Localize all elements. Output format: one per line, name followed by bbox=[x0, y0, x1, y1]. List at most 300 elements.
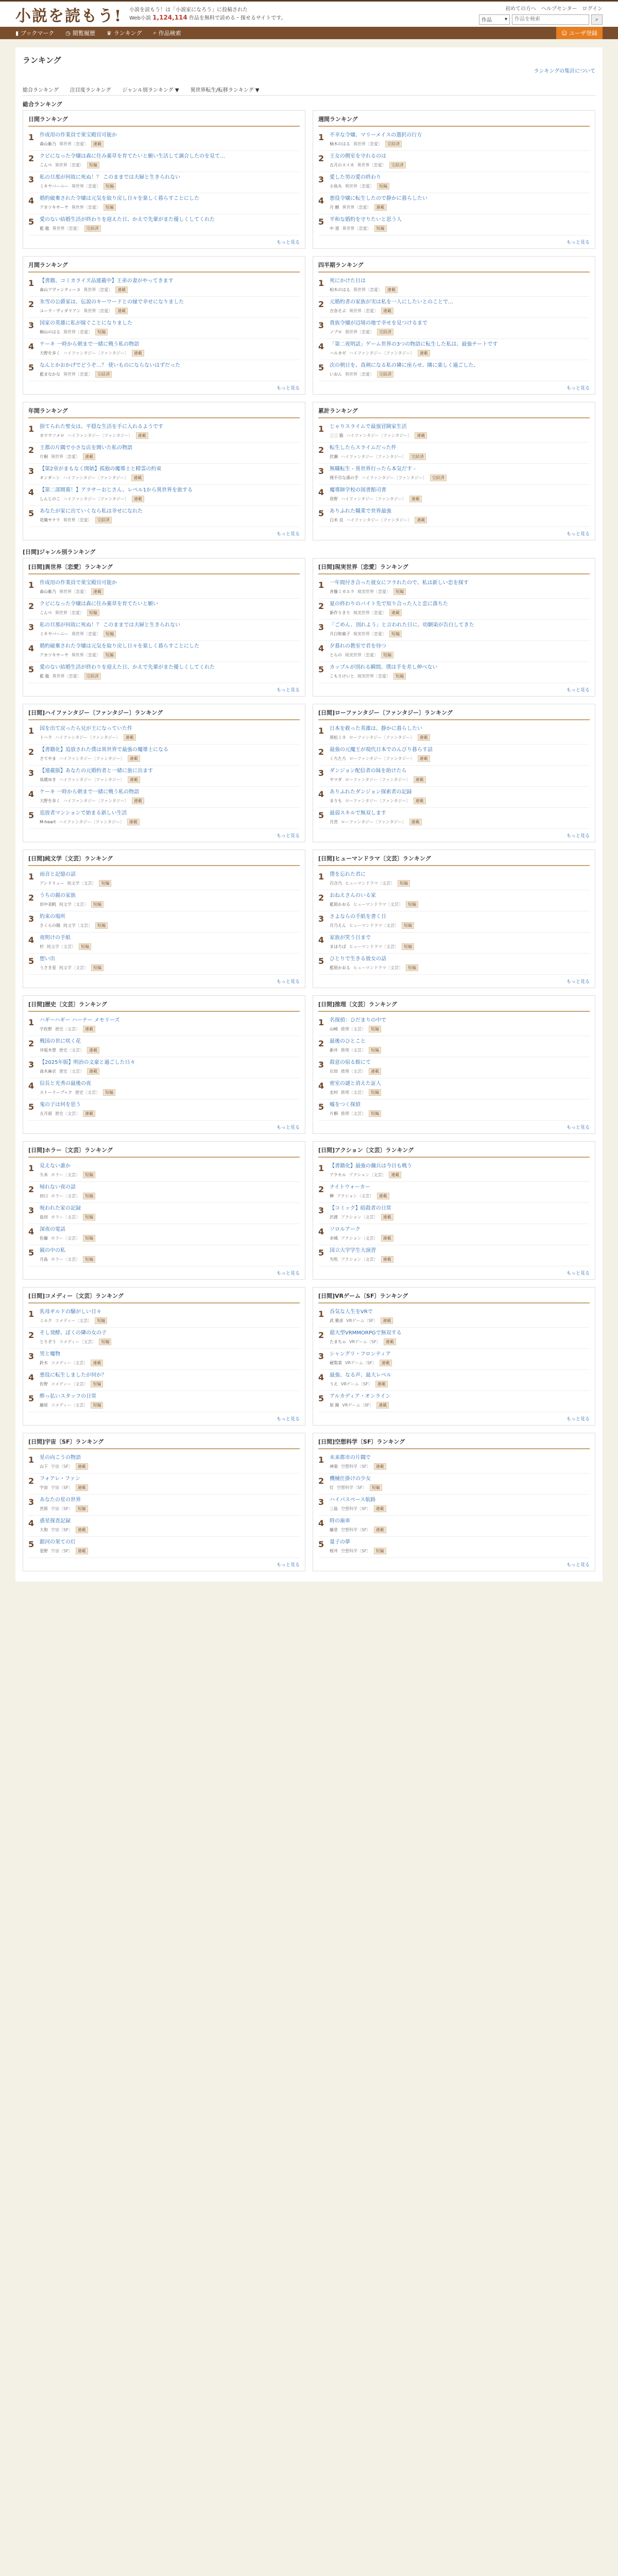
entry-body bbox=[40, 1080, 300, 1096]
novel-title-link[interactable]: 不幸な令嬢、マリーメイスの選択の行方 bbox=[330, 132, 422, 138]
novel-title-link[interactable]: 見えない誰か bbox=[40, 1163, 71, 1169]
author-link[interactable]: 三三 猫 bbox=[330, 433, 344, 438]
search-icon[interactable]: ⌕ bbox=[591, 14, 603, 25]
novel-title-link[interactable]: 超大型VRMMORPGで無双する bbox=[330, 1330, 402, 1336]
author-link[interactable]: 新井 bbox=[330, 1048, 338, 1053]
novel-title-link[interactable]: 国家の英雄に私が嫁ぐことになりました bbox=[40, 320, 132, 326]
author-link[interactable]: 神楽 bbox=[330, 1464, 338, 1469]
rank-number: 3 bbox=[318, 320, 324, 330]
novel-title-link[interactable]: 無職転生 - 異世界行ったら本気だす - bbox=[330, 466, 416, 472]
novel-title-link[interactable]: うちの親の家族 bbox=[40, 893, 76, 899]
more-link[interactable]: もっと見る bbox=[276, 688, 300, 693]
novel-title-link[interactable]: 戦国の世に咲く花 bbox=[40, 1039, 81, 1044]
novel-title-link[interactable]: クビになった令嬢は森に住み薬草を育てたいと願い生活して調合したのを見て… bbox=[40, 154, 225, 159]
entry-body bbox=[330, 1247, 590, 1263]
more-link[interactable]: もっと見る bbox=[276, 532, 300, 537]
novel-title-link[interactable]: 愛のない結婚生活が終わりを迎えた日、かえで先輩がまた優しくしてくれた bbox=[40, 665, 215, 670]
author-link[interactable]: 森山アヴァンティーヌ bbox=[40, 287, 81, 292]
rank-number: 5 bbox=[28, 665, 35, 674]
author-link[interactable]: くろたろ bbox=[330, 756, 346, 761]
rank-number: 5 bbox=[318, 1248, 324, 1258]
entry-body bbox=[330, 1059, 590, 1075]
author-link[interactable]: 鈴木 bbox=[40, 1361, 48, 1365]
search-input[interactable] bbox=[512, 14, 589, 25]
author-link[interactable]: 矢吹 bbox=[330, 1257, 338, 1262]
novel-title-link[interactable]: ナイトウォーカー bbox=[330, 1184, 370, 1190]
author-link[interactable]: 灯 bbox=[330, 1485, 334, 1490]
author-link[interactable]: 藤原 bbox=[40, 1403, 48, 1408]
author-link[interactable]: 高木麻衣 bbox=[40, 1069, 56, 1074]
more-link[interactable]: もっと見る bbox=[566, 240, 590, 245]
novel-title-link[interactable]: 貴族令嬢が辺境の地で幸せを見つけるまで bbox=[330, 320, 427, 326]
logo[interactable] bbox=[15, 3, 299, 26]
author-link[interactable]: まりも bbox=[330, 799, 342, 803]
entry-meta bbox=[330, 609, 590, 616]
author-link[interactable]: 片桐 bbox=[40, 454, 48, 459]
author-link[interactable]: アカツキサーヤ bbox=[40, 653, 68, 657]
author-link[interactable]: 鳥越ゆき bbox=[40, 777, 56, 782]
novel-title-link[interactable]: 【書籍化】追放された僕は異世界で最強の魔導士になる bbox=[40, 747, 168, 753]
rank-number: 5 bbox=[318, 363, 324, 372]
novel-title-link[interactable]: 【書籍、コミカライズ品連載中】王弟の妻がやってきます bbox=[40, 278, 174, 284]
subnav-overall[interactable]: 総合ランキング bbox=[23, 88, 59, 93]
novel-title-link[interactable]: ダンジョン配信者の妹を助けたら bbox=[330, 768, 407, 774]
link-help-center[interactable]: ヘルプセンター bbox=[541, 6, 577, 12]
author-link[interactable]: ハルカゼ bbox=[330, 351, 346, 355]
ranking-entry bbox=[28, 1203, 300, 1224]
novel-title-link[interactable]: 元婚約者の家族が実は私を一人にしたいとのことで… bbox=[330, 299, 453, 305]
novel-title-link[interactable]: 【第二部開幕！】アラサーおじさん、レベル1から異世界を旅する bbox=[40, 487, 193, 493]
novel-title-link[interactable]: 最強、なる声、最大レベル bbox=[330, 1372, 391, 1378]
author-link[interactable]: 宇佐野 bbox=[40, 1027, 52, 1031]
author-link[interactable]: こんぺ bbox=[40, 611, 52, 615]
status-badge: 短編 bbox=[370, 1484, 382, 1491]
more-link[interactable]: もっと見る bbox=[276, 1125, 300, 1130]
author-link[interactable]: 大和 bbox=[40, 1528, 48, 1532]
novel-title-link[interactable]: 平和な婚約を守りたいと思う人 bbox=[330, 217, 402, 223]
author-link[interactable]: 桐山のはる bbox=[40, 330, 60, 334]
novel-title-link[interactable]: ソロルアーク bbox=[330, 1227, 360, 1232]
author-link[interactable]: さくらの陽 bbox=[40, 923, 60, 928]
more-link[interactable]: もっと見る bbox=[566, 532, 590, 537]
author-link[interactable]: 藍原かおる bbox=[330, 965, 350, 970]
author-link[interactable]: アクセル bbox=[330, 1173, 346, 1177]
novel-title-link[interactable]: 悪役に転生しましたが何か？ bbox=[40, 1372, 107, 1378]
genre-label: コメディー〔文芸〕 bbox=[51, 1403, 88, 1408]
novel-title-link[interactable]: 王女の側室を守れるのは bbox=[330, 154, 386, 159]
novel-title-link[interactable]: 鬼の子は何を思う bbox=[40, 1102, 81, 1108]
subnav-isekai[interactable]: 異世界転生/転移ランキング ▼ bbox=[190, 88, 260, 93]
novel-title-link[interactable]: ハギーハギー ハーナー メモリーズ bbox=[40, 1018, 120, 1023]
author-link[interactable]: M-heart bbox=[40, 820, 56, 824]
search-type-select[interactable]: 作品 ▾ bbox=[479, 14, 510, 25]
novel-title-link[interactable]: 深夜の電話 bbox=[40, 1227, 65, 1232]
author-link[interactable]: 五月雨 bbox=[40, 1111, 52, 1116]
author-link[interactable]: ストーリーブック bbox=[40, 1090, 73, 1095]
more-link[interactable]: もっと見る bbox=[566, 386, 590, 391]
entry-meta bbox=[330, 734, 590, 741]
author-link[interactable]: 月島 bbox=[40, 1257, 48, 1262]
novel-title-link[interactable]: 王都の片隅で小さな店を開いた私の物語 bbox=[40, 445, 132, 451]
more-link[interactable]: もっと見る bbox=[566, 1125, 590, 1130]
rank-number: 1 bbox=[28, 278, 35, 288]
novel-title-link[interactable]: 捨てられた聖女は、平穏な生活を手に入れるようです bbox=[40, 424, 163, 430]
author-link[interactable]: さてやま bbox=[40, 756, 56, 761]
novel-title-link[interactable]: 魔導師学校の図書館司書 bbox=[330, 487, 386, 493]
entry-body bbox=[330, 1184, 590, 1199]
author-link[interactable]: たまちゃ bbox=[330, 1340, 346, 1344]
logo-text[interactable]: 小説を読もう! bbox=[15, 7, 123, 25]
author-link[interactable]: まほろば bbox=[330, 944, 346, 949]
subnav-attention[interactable]: 注目度ランキング bbox=[70, 88, 111, 93]
novel-title-link[interactable]: ケーキ 一時から朝まで一緒に戦う私の物語 bbox=[40, 789, 140, 795]
rank-number: 3 bbox=[318, 768, 324, 778]
genre-label: 異世界〔恋愛〕 bbox=[63, 372, 92, 377]
author-link[interactable]: 理不尽な孫の手 bbox=[330, 476, 358, 480]
author-link[interactable]: 百合乃 bbox=[330, 881, 342, 886]
ranking-card bbox=[313, 1433, 595, 1571]
novel-title-link[interactable]: クビになった令嬢は森に住み薬草を育てたいと願い bbox=[40, 601, 158, 607]
author-link[interactable]: 片桐 bbox=[330, 1111, 338, 1116]
more-link[interactable]: もっと見る bbox=[276, 979, 300, 985]
novel-title-link[interactable]: ケーキ 一時から朝まで一緒に戦う私の物語 bbox=[40, 342, 140, 347]
novel-title-link[interactable]: 呪われた家の記録 bbox=[40, 1206, 81, 1211]
more-link[interactable]: もっと見る bbox=[276, 1563, 300, 1568]
novel-title-link[interactable]: 夜明けの手紙 bbox=[40, 935, 71, 941]
author-link[interactable]: 原 鏡 bbox=[330, 1403, 339, 1408]
author-link[interactable]: 伏瀬 bbox=[330, 454, 338, 459]
novel-title-link[interactable]: 転生したらスライムだった件 bbox=[330, 445, 397, 451]
novel-title-link[interactable]: 婚約破棄された令嬢は元気を取り戻し日々を楽しく暮らすことにした bbox=[40, 643, 199, 649]
nav-ranking[interactable]: ♛ ランキング bbox=[106, 29, 142, 37]
novel-title-link[interactable]: 夏の終わりのバイト先で知り合った人と恋に落ちた bbox=[330, 601, 448, 607]
novel-title-link[interactable]: なんとかおかげでどうぞ…？ 使いものにならないはずだった bbox=[40, 363, 181, 368]
author-link[interactable]: 井坂木曽 bbox=[40, 1048, 56, 1053]
author-link[interactable]: 中 道 bbox=[330, 226, 339, 231]
author-link[interactable]: とりぞう bbox=[40, 1340, 56, 1344]
nav-bookmark[interactable]: ▮ ブックマーク bbox=[15, 29, 55, 37]
rank-number: 5 bbox=[318, 1394, 324, 1403]
entry-meta bbox=[40, 755, 300, 762]
author-link[interactable]: 五月のスイカ bbox=[330, 163, 354, 167]
novel-title-link[interactable]: 星の向こうの物語 bbox=[40, 1455, 81, 1461]
author-link[interactable]: 田中美帆 bbox=[40, 902, 56, 907]
novel-title-link[interactable]: カップルが別れる瞬間、僕は手を差し伸べない bbox=[330, 665, 438, 670]
novel-title-link[interactable]: 機械仕掛けの少女 bbox=[330, 1476, 371, 1482]
entry-meta bbox=[330, 1402, 590, 1409]
author-link[interactable]: 藍 龍 bbox=[40, 674, 49, 679]
novel-title-link[interactable]: 時の歯車 bbox=[330, 1518, 350, 1524]
author-link[interactable]: 森山紫乃 bbox=[40, 589, 56, 594]
novel-title-link[interactable]: 追放者マンションで始まる新しい生活 bbox=[40, 810, 127, 816]
novel-title-link[interactable]: 次の朝日を、真剣になる私の隣に座らせ、隣に楽しく過ごした。 bbox=[330, 363, 479, 368]
author-link[interactable]: ミキヤバーニー bbox=[40, 184, 68, 189]
author-link[interactable]: 山崎 bbox=[330, 1027, 338, 1031]
link-login[interactable]: ログイン bbox=[582, 6, 603, 12]
author-link[interactable]: 藍原かおる bbox=[330, 902, 350, 907]
author-link[interactable]: ミキヤバーニー bbox=[40, 632, 68, 636]
ranking-entry bbox=[318, 1328, 590, 1349]
nav-history[interactable]: ◷ 閲覧履歴 bbox=[65, 29, 95, 37]
novel-title-link[interactable]: 【連載版】あなたの元婚約者と一緒に旅に出ます bbox=[40, 768, 153, 774]
ranking-entry bbox=[28, 1370, 300, 1391]
author-link[interactable]: 石田 bbox=[330, 1069, 338, 1074]
genre-label: ハイファンタジー〔ファンタジー〕 bbox=[63, 476, 129, 480]
author-link[interactable]: うさき星 bbox=[40, 965, 56, 970]
author-link[interactable]: 佐野 bbox=[40, 1382, 48, 1386]
author-link[interactable]: 大野を歩く bbox=[40, 799, 60, 803]
author-link[interactable]: 榊 bbox=[330, 1194, 334, 1198]
ranking-card bbox=[23, 850, 305, 988]
more-link[interactable]: もっと見る bbox=[276, 834, 300, 839]
novel-title-link[interactable]: さよならの手紙を書く日 bbox=[330, 914, 386, 920]
novel-title-link[interactable]: 雨音と記憶の話 bbox=[40, 872, 76, 877]
ranking-card-title: [日間]異世界〔恋愛〕ランキング bbox=[28, 563, 300, 574]
author-link[interactable]: オンダーン bbox=[40, 476, 60, 480]
nav-search[interactable]: ⌕ 作品検索 bbox=[153, 29, 181, 37]
author-link[interactable]: 田口 bbox=[40, 1194, 48, 1198]
novel-title-link[interactable]: 夕暮れの教室で君を待つ bbox=[330, 643, 386, 649]
author-link[interactable]: 柏木のはる bbox=[330, 287, 350, 292]
author-link[interactable]: 宇宙 bbox=[40, 1485, 48, 1490]
novel-title-link[interactable]: あなたが家に出ていくなら私は幸せになれた bbox=[40, 509, 143, 514]
novel-title-link[interactable]: 氷雪の公爵家は、伝説のキーワードとの縁で幸せになりました bbox=[40, 299, 184, 305]
author-link[interactable]: 月白和菓子 bbox=[330, 632, 350, 636]
entry-body bbox=[330, 956, 590, 971]
novel-title-link[interactable]: 僕を忘れた君に bbox=[330, 872, 366, 877]
novel-title-link[interactable]: 嘘をつく探偵 bbox=[330, 1102, 360, 1108]
entry-meta bbox=[40, 798, 300, 804]
author-link[interactable]: 宮原 bbox=[40, 1506, 48, 1511]
novel-title-link[interactable]: 家族が笑う日まで bbox=[330, 935, 371, 941]
entry-meta bbox=[40, 922, 300, 929]
author-link[interactable]: アカツキサーヤ bbox=[40, 205, 68, 210]
novel-title-link[interactable]: 惑星探査記録 bbox=[40, 1518, 71, 1524]
author-link[interactable]: 小鳥丸 bbox=[330, 184, 342, 189]
author-link[interactable]: トハラ bbox=[40, 735, 52, 740]
novel-title-link[interactable]: 未来都市の片隅で bbox=[330, 1455, 371, 1461]
novel-title-link[interactable]: 作成用の作業員で果宝殿官可能か bbox=[40, 132, 117, 138]
author-link[interactable]: こんぺ bbox=[40, 163, 52, 167]
author-link[interactable]: 武 雅彦 bbox=[330, 1318, 344, 1323]
novel-title-link[interactable]: シャングリ・フロンティア bbox=[330, 1351, 391, 1357]
author-link[interactable]: 硬梨菜 bbox=[330, 1361, 342, 1365]
more-link[interactable]: もっと見る bbox=[566, 834, 590, 839]
novel-title-link[interactable]: 帰れない夜の話 bbox=[40, 1184, 76, 1190]
genre-label: 推理〔文芸〕 bbox=[341, 1048, 366, 1053]
novel-title-link[interactable]: 想い出 bbox=[40, 956, 55, 962]
novel-title-link[interactable]: 私の旦那が何故に死ぬ！？ このままでは夫婦と生きられない bbox=[40, 622, 181, 628]
ranking-card bbox=[23, 558, 305, 697]
novel-title-link[interactable]: 【第2章がまもなく開始】孤独の魔導士と精霊の約束 bbox=[40, 466, 162, 472]
author-link[interactable]: 吉奈そぶ bbox=[330, 309, 346, 313]
novel-title-link[interactable]: アルカディア・オンライン bbox=[330, 1394, 391, 1399]
novel-title-link[interactable]: 国立大学学生大演習 bbox=[330, 1248, 376, 1253]
author-link[interactable]: 赤城 bbox=[330, 1236, 338, 1241]
main-nav bbox=[0, 27, 618, 39]
novel-title-link[interactable]: あなたの星の世界 bbox=[40, 1497, 81, 1503]
status-badge: 連載 bbox=[414, 798, 426, 804]
novel-title-link[interactable]: 最強の元魔王が現代日本でのんびり暮らす話 bbox=[330, 747, 433, 753]
author-link[interactable]: 島田 bbox=[40, 1215, 48, 1219]
subnav-genre[interactable]: ジャンル別ランキング ▼ bbox=[122, 88, 179, 93]
author-link[interactable]: ノブロ bbox=[330, 330, 342, 334]
novel-title-link[interactable]: 婚約破棄された令嬢は元気を取り戻し日々を楽しく暮らすことにした bbox=[40, 196, 199, 201]
status-badge: 連載 bbox=[124, 734, 136, 741]
about-ranking-link[interactable]: ランキングの集計について bbox=[534, 69, 595, 74]
author-link[interactable]: 三島 bbox=[330, 1506, 338, 1511]
novel-title-link[interactable]: 殺意の宿る館にて bbox=[330, 1060, 371, 1065]
genre-label: ハイファンタジー〔ファンタジー〕 bbox=[59, 820, 124, 824]
author-link[interactable]: とらの bbox=[330, 653, 342, 657]
author-link[interactable]: 杉 bbox=[40, 944, 44, 949]
novel-title-link[interactable]: 私の旦那が何故に死ぬ！？ このままでは夫婦と生きられない bbox=[40, 175, 181, 180]
entry-meta bbox=[40, 183, 300, 190]
register-button[interactable]: ☺ ユーザ登録 bbox=[556, 27, 603, 39]
entry-body bbox=[330, 445, 590, 460]
rank-number: 2 bbox=[28, 601, 35, 611]
author-link[interactable]: いおん bbox=[330, 372, 342, 377]
author-link[interactable]: ミルク bbox=[40, 1318, 52, 1323]
author-link[interactable]: アンドリュー bbox=[40, 881, 64, 886]
rank-number: 2 bbox=[318, 445, 324, 455]
more-link[interactable]: もっと見る bbox=[566, 1271, 590, 1276]
author-link[interactable]: 白米 良 bbox=[330, 518, 344, 522]
novel-title-link[interactable]: 鏡の中の私 bbox=[40, 1248, 65, 1253]
ranking-entry bbox=[318, 723, 590, 744]
entry-meta bbox=[330, 453, 590, 460]
entry-body bbox=[330, 423, 590, 439]
author-link[interactable]: 月宮 bbox=[330, 820, 338, 824]
author-link[interactable]: 沢渡 bbox=[330, 1215, 338, 1219]
author-link[interactable]: 桜井 bbox=[330, 1549, 338, 1553]
novel-title-link[interactable]: 酔っ払いスタッフの日常 bbox=[40, 1394, 96, 1399]
novel-title-link[interactable]: 最後のひとこと bbox=[330, 1039, 366, 1044]
author-link[interactable]: 月 鯉 bbox=[330, 205, 339, 210]
author-link[interactable]: 斉籐ミカエラ bbox=[330, 589, 354, 594]
author-link[interactable]: 花野 bbox=[330, 497, 338, 501]
novel-title-link[interactable]: 乳母ギルドの騒がしい日々 bbox=[40, 1309, 101, 1315]
novel-title-link[interactable]: 日本を救った英雄は、静かに暮らしたい bbox=[330, 726, 422, 732]
novel-title-link[interactable]: 【2025年版】明治の文豪と過ごした日々 bbox=[40, 1060, 135, 1065]
novel-title-link[interactable]: 名探偵：ひだまりの中で bbox=[330, 1018, 386, 1023]
ranking-entry bbox=[318, 954, 590, 975]
novel-title-link[interactable]: 悪役令嬢に転生したので静かに暮らしたい bbox=[330, 196, 427, 201]
more-link[interactable]: もっと見る bbox=[276, 240, 300, 245]
more-link[interactable]: もっと見る bbox=[566, 1563, 590, 1568]
author-link[interactable]: うえ bbox=[330, 1382, 338, 1386]
novel-title-link[interactable]: 銀河の果ての灯 bbox=[40, 1539, 76, 1545]
author-link[interactable]: 黒松ミネ bbox=[330, 735, 346, 740]
novel-title-link[interactable]: 男と魔物 bbox=[40, 1351, 60, 1357]
author-link[interactable]: 藤堂 bbox=[330, 1528, 338, 1532]
rank-number: 2 bbox=[318, 893, 324, 903]
novel-title-link[interactable]: 死にかけた日は bbox=[330, 278, 366, 284]
link-first-time[interactable]: 初めての方へ bbox=[505, 6, 536, 12]
author-link[interactable]: カワウソメロ bbox=[40, 433, 64, 438]
author-link[interactable]: 花織サクラ bbox=[40, 518, 60, 522]
novel-title-link[interactable]: ハイパスペース航路 bbox=[330, 1497, 376, 1503]
rank-number: 5 bbox=[28, 217, 35, 227]
more-link[interactable]: もっと見る bbox=[566, 688, 590, 693]
novel-title-link[interactable]: ありふれたダンジョン探索者の記録 bbox=[330, 789, 412, 795]
entry-meta bbox=[40, 1505, 300, 1512]
novel-title-link[interactable]: 「ごめん、別れよう」と言われた日に、幼馴染が告白してきた bbox=[330, 622, 474, 628]
author-link[interactable]: 新作りきり bbox=[330, 611, 350, 615]
novel-title-link[interactable]: 信長と光秀の最後の夜 bbox=[40, 1081, 91, 1087]
status-badge: 短編 bbox=[83, 1193, 95, 1199]
author-link[interactable]: 藍 龍 bbox=[40, 226, 49, 231]
ranking-page bbox=[15, 47, 603, 1582]
genre-label: アクション〔文芸〕 bbox=[337, 1194, 374, 1198]
genre-label: ハイファンタジー〔ファンタジー〕 bbox=[346, 433, 412, 438]
more-link[interactable]: もっと見る bbox=[566, 979, 590, 985]
novel-title-link[interactable]: 国を出て戻ったら兄が王になっていた件 bbox=[40, 726, 132, 732]
novel-title-link[interactable]: おねえさんのいる家 bbox=[330, 893, 376, 899]
entry-meta bbox=[40, 1317, 300, 1324]
more-link[interactable]: もっと見る bbox=[276, 1417, 300, 1422]
author-link[interactable]: こもりけいと bbox=[330, 674, 354, 679]
novel-title-link[interactable]: 作成用の作業員で果宝殿官可能か bbox=[40, 580, 117, 586]
novel-title-link[interactable]: じゃりスライムで最強冒険家生活 bbox=[330, 424, 407, 430]
novel-title-link[interactable]: 呑気な人生をVRで bbox=[330, 1309, 373, 1315]
author-link[interactable]: 大野を歩く bbox=[40, 351, 60, 355]
author-link[interactable]: 柚木のはる bbox=[330, 142, 350, 146]
more-link[interactable]: もっと見る bbox=[276, 1271, 300, 1276]
novel-title-link[interactable]: ひとりで生きる彼女の話 bbox=[330, 956, 386, 962]
author-link[interactable]: 北村 bbox=[330, 1090, 338, 1095]
status-badge: 短編 bbox=[76, 1505, 88, 1512]
genre-label: 異世界〔恋愛〕 bbox=[357, 163, 386, 167]
ranking-card-title: 月間ランキング bbox=[28, 261, 300, 273]
entry-meta bbox=[330, 432, 590, 439]
author-link[interactable]: ヤマダ bbox=[330, 777, 342, 782]
genre-label: 異世界〔恋愛〕 bbox=[55, 611, 84, 615]
author-link[interactable]: 森山紫乃 bbox=[40, 142, 56, 146]
genre-label: 宇宙〔SF〕 bbox=[51, 1485, 73, 1490]
author-link[interactable]: 藍まなかな bbox=[40, 372, 60, 377]
author-link[interactable]: 星野 bbox=[40, 1549, 48, 1553]
status-badge: 短編 bbox=[374, 225, 387, 232]
rank-number: 4 bbox=[28, 789, 35, 799]
status-badge: 短編 bbox=[104, 652, 116, 658]
author-link[interactable]: しんじのこ bbox=[40, 497, 60, 501]
novel-title-link[interactable]: 【コミック】暗殺者の日常 bbox=[330, 1206, 391, 1211]
author-link[interactable]: 月乃えん bbox=[330, 923, 346, 928]
more-link[interactable]: もっと見る bbox=[566, 1417, 590, 1422]
novel-title-link[interactable]: ありふれた職業で世界最強 bbox=[330, 509, 391, 514]
author-link[interactable]: 佐藤 bbox=[40, 1236, 48, 1241]
novel-title-link[interactable]: 量子の夢 bbox=[330, 1539, 350, 1545]
novel-title-link[interactable]: フォアレ・ファン bbox=[40, 1476, 80, 1482]
novel-title-link[interactable]: 約束の場所 bbox=[40, 914, 65, 920]
status-badge: 連載 bbox=[374, 1527, 386, 1533]
author-link[interactable]: 山下 bbox=[40, 1464, 48, 1469]
novel-title-link[interactable]: 愛した男の愛の終わり bbox=[330, 175, 381, 180]
entry-meta bbox=[40, 162, 300, 168]
novel-title-link[interactable]: 【書籍化】最強の傭兵は今日も戦う bbox=[330, 1163, 412, 1169]
novel-title-link[interactable]: 愛のない結婚生活が終わりを迎えた日、かえで先輩がまた優しくしてくれた bbox=[40, 217, 215, 223]
novel-title-link[interactable]: 密室の謎と消えた証人 bbox=[330, 1081, 381, 1087]
status-badge: 短編 bbox=[369, 1089, 381, 1096]
author-link[interactable]: ユーラ・ヴィダリアン bbox=[40, 309, 81, 313]
novel-title-link[interactable]: そし発酵、ぼくの隣の女の子 bbox=[40, 1330, 107, 1336]
author-link[interactable]: 久米 bbox=[40, 1173, 48, 1177]
novel-title-link[interactable]: 一年間付き合った彼女にフラれたので、私は新しい恋を探す bbox=[330, 580, 469, 586]
novel-title-link[interactable]: 「第二夜明話」ゲーム世界の3つの物語に転生した私は、最強チートです bbox=[330, 342, 498, 347]
novel-title-link[interactable]: 最弱スキルで無双します bbox=[330, 810, 386, 816]
more-link[interactable]: もっと見る bbox=[276, 386, 300, 391]
